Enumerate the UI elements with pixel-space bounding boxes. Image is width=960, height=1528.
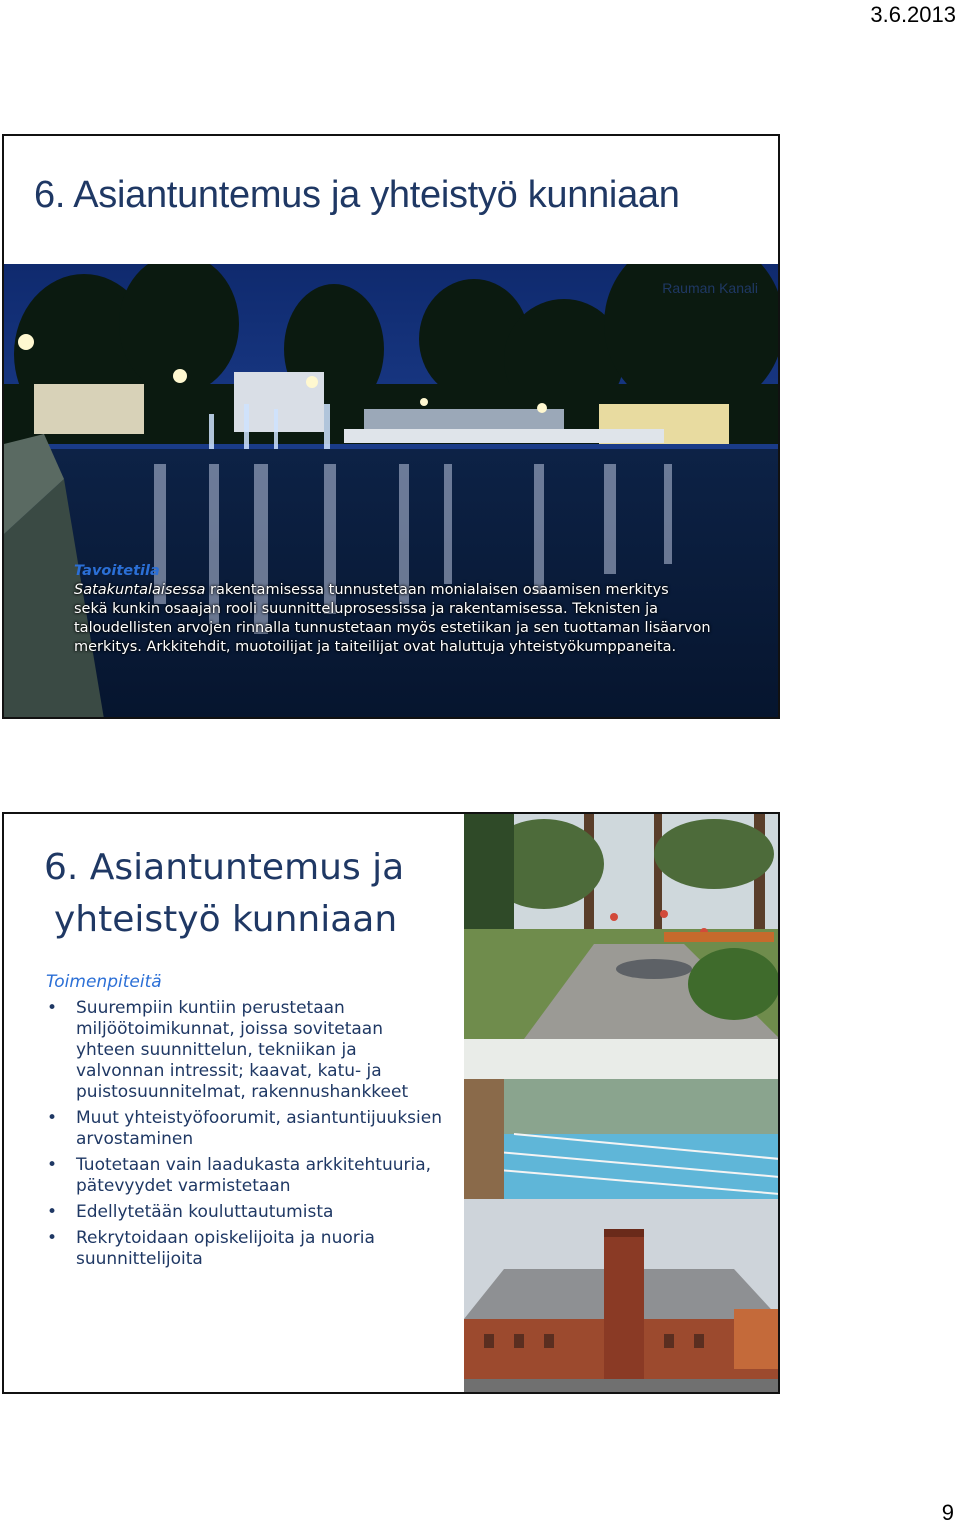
- pool-photo: [464, 1039, 780, 1199]
- barn-photo: [464, 1199, 780, 1394]
- slide-2-title-line2: yhteistyö kunniaan: [54, 899, 398, 940]
- slide-2-title-line1: 6. Asiantuntemus ja: [44, 847, 405, 888]
- slide-2: [2, 812, 780, 1394]
- actions-list: [44, 998, 444, 1275]
- list-item: • Rekrytoidaan opiskelijoita ja nuoria suunnittelijoita: [44, 1228, 444, 1270]
- slide-1-title: 6. Asiantuntemus ja yhteistyö kunniaan: [34, 174, 680, 216]
- photo-caption: Rauman Kanali: [662, 280, 758, 296]
- park-photo: [464, 814, 780, 1039]
- page-date: 3.6.2013: [870, 2, 956, 27]
- slide-1: [2, 134, 780, 719]
- list-item: • Suurempiin kuntiin perustetaan miljöötoimikunnat, joissa sovitetaan yhteen suunnittelun, tekniikan ja valvonnan intressit; kaavat, katu- ja puistosuunnitelmat, rakennushankkeet: [44, 998, 444, 1103]
- goal-text-overlay: [74, 562, 744, 657]
- slide-2-title: [44, 842, 464, 946]
- goal-line1: rakentamisessa tunnustetaan monialaisen osaamisen merkitys: [205, 582, 669, 598]
- goal-first-word: Satakuntalaisessa: [74, 582, 206, 598]
- slide-2-photos: [464, 814, 780, 1394]
- goal-heading: Tavoitetila: [74, 563, 160, 579]
- page-number: 9: [941, 1500, 954, 1525]
- list-item: • Muut yhteistyöfoorumit, asiantuntijuuksien arvostaminen: [44, 1108, 444, 1150]
- list-item: • Tuotetaan vain laadukasta arkkitehtuuria, pätevyydet varmistetaan: [44, 1155, 444, 1197]
- actions-subtitle: Toimenpiteitä: [46, 972, 162, 992]
- goal-paragraph: [74, 581, 744, 657]
- goal-body: sekä kunkin osaajan rooli suunnitteluprosessissa ja rakentamisessa. Teknisten ja taloudellisten arvojen rinnalla tunnustetaan myös estetiikan ja sen tuottaman lisäarvon merkitys. Arkkitehdit, muotoilijat ja taiteilijat ovat haluttuja yhteistyökumppaneita.: [74, 601, 711, 655]
- list-item: • Edellytetään kouluttautumista: [44, 1202, 444, 1223]
